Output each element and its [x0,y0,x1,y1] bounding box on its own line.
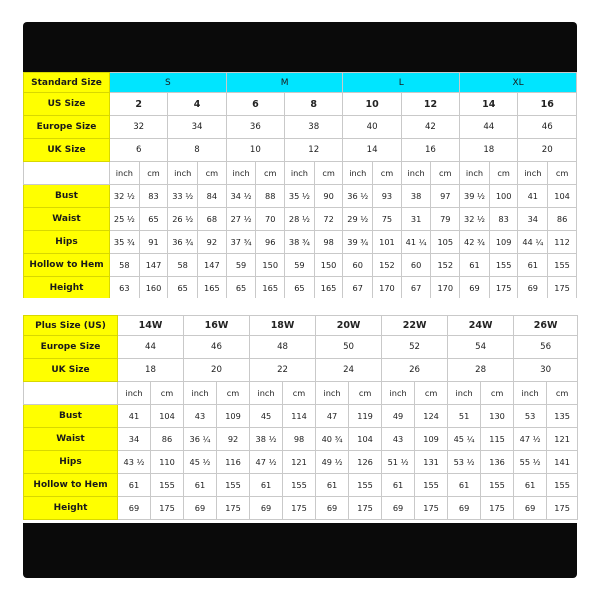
measurement-cell: 39 ½ [460,185,490,208]
unit-cell: cm [198,162,227,185]
table-row [24,93,577,116]
measurement-cell: 98 [314,231,343,254]
row-label: Plus Size (US) [24,316,118,336]
unit-cell: inch [382,382,415,405]
measurement-cell: 175 [489,277,518,300]
measurement-cell: 35 ½ [285,185,315,208]
unit-cell: cm [481,382,514,405]
measurement-cell: 104 [349,428,382,451]
measurement-cell: 61 [514,474,547,497]
uk-size-cell: 28 [448,359,514,382]
measurement-cell: 92 [217,428,250,451]
europe-size-cell: 54 [448,336,514,359]
measurement-cell: 93 [373,185,402,208]
row-label: Hollow to Hem [24,474,118,497]
measurement-cell: 63 [110,277,140,300]
europe-size-cell: 32 [110,116,168,139]
europe-size-cell: 38 [285,116,343,139]
standard-size-table [23,72,577,300]
measurement-cell: 60 [343,254,373,277]
measurement-cell: 83 [139,185,168,208]
empty-cell [24,382,118,405]
uk-size-cell: 30 [514,359,578,382]
measurement-cell: 47 ½ [514,428,547,451]
measurement-cell: 38 [401,185,431,208]
measurement-cell: 175 [217,497,250,520]
row-label: Height [24,497,118,520]
measurement-cell: 69 [518,277,548,300]
measurement-cell: 109 [489,231,518,254]
measurement-cell: 126 [349,451,382,474]
measurement-cell: 34 ½ [226,185,256,208]
measurement-cell: 170 [431,277,460,300]
europe-size-cell: 46 [184,336,250,359]
measurement-cell: 65 [226,277,256,300]
measurement-cell: 165 [314,277,343,300]
uk-size-cell: 26 [382,359,448,382]
measurement-cell: 41 [518,185,548,208]
measurement-cell: 38 ½ [250,428,283,451]
unit-cell: inch [448,382,481,405]
unit-cell: inch [118,382,151,405]
measurement-cell: 131 [415,451,448,474]
measurement-cell: 155 [489,254,518,277]
plus-size-table [23,315,578,520]
measurement-cell: 39 ¾ [343,231,373,254]
measurement-cell: 104 [151,405,184,428]
unit-cell: cm [349,382,382,405]
measurement-cell: 84 [198,185,227,208]
measurement-cell: 109 [415,428,448,451]
measurement-cell: 155 [217,474,250,497]
us-size-cell: 16 [518,93,577,116]
row-label: Hips [24,451,118,474]
measurement-cell: 86 [151,428,184,451]
measurement-cell: 136 [481,451,514,474]
measurement-cell: 41 [118,405,151,428]
unit-cell: inch [401,162,431,185]
measurement-cell: 130 [481,405,514,428]
measurement-cell: 36 ¼ [184,428,217,451]
measurement-cell: 79 [431,208,460,231]
measurement-cell: 96 [256,231,285,254]
measurement-cell: 152 [373,254,402,277]
measurement-cell: 175 [481,497,514,520]
table-row [24,254,577,277]
europe-size-cell: 56 [514,336,578,359]
unit-cell: inch [184,382,217,405]
measurement-cell: 26 ½ [168,208,198,231]
us-size-cell: 12 [401,93,459,116]
measurement-cell: 32 ½ [110,185,140,208]
measurement-cell: 98 [283,428,316,451]
measurement-cell: 51 ½ [382,451,415,474]
measurement-cell: 121 [283,451,316,474]
measurement-cell: 61 [448,474,481,497]
europe-size-cell: 44 [460,116,518,139]
measurement-cell: 42 ¾ [460,231,490,254]
measurement-cell: 27 ½ [226,208,256,231]
measurement-cell: 36 ¾ [168,231,198,254]
measurement-cell: 104 [548,185,577,208]
europe-size-cell: 46 [518,116,577,139]
measurement-cell: 110 [151,451,184,474]
europe-size-cell: 40 [343,116,401,139]
measurement-cell: 72 [314,208,343,231]
measurement-cell: 65 [139,208,168,231]
unit-cell: cm [547,382,578,405]
measurement-cell: 75 [373,208,402,231]
measurement-cell: 155 [481,474,514,497]
europe-size-cell: 44 [118,336,184,359]
measurement-cell: 119 [349,405,382,428]
measurement-cell: 150 [256,254,285,277]
measurement-cell: 69 [118,497,151,520]
plus-size-cell: 24W [448,316,514,336]
us-size-cell: 10 [343,93,401,116]
measurement-cell: 49 [382,405,415,428]
measurement-cell: 175 [415,497,448,520]
uk-size-cell: 18 [460,139,518,162]
row-label: UK Size [24,139,110,162]
row-label: Hollow to Hem [24,254,110,277]
unit-cell: cm [217,382,250,405]
us-size-cell: 4 [168,93,226,116]
measurement-cell: 58 [110,254,140,277]
unit-cell: cm [548,162,577,185]
measurement-cell: 60 [401,254,431,277]
measurement-cell: 53 ½ [448,451,481,474]
table-row [24,382,578,405]
measurement-cell: 51 [448,405,481,428]
row-label: Hips [24,231,110,254]
us-size-cell: 2 [110,93,168,116]
measurement-cell: 105 [431,231,460,254]
measurement-cell: 35 ¾ [110,231,140,254]
row-label: US Size [24,93,110,116]
measurement-cell: 43 ½ [118,451,151,474]
unit-cell: cm [256,162,285,185]
uk-size-cell: 20 [184,359,250,382]
measurement-cell: 44 ¼ [518,231,548,254]
measurement-cell: 33 ½ [168,185,198,208]
unit-cell: cm [373,162,402,185]
measurement-cell: 67 [343,277,373,300]
measurement-cell: 88 [256,185,285,208]
uk-size-cell: 18 [118,359,184,382]
measurement-cell: 155 [151,474,184,497]
uk-size-cell: 22 [250,359,316,382]
measurement-cell: 69 [184,497,217,520]
europe-size-cell: 42 [401,116,459,139]
measurement-cell: 155 [415,474,448,497]
table-row [24,162,577,185]
measurement-cell: 155 [283,474,316,497]
measurement-cell: 135 [547,405,578,428]
europe-size-cell: 36 [226,116,284,139]
unit-cell: inch [250,382,283,405]
uk-size-cell: 14 [343,139,401,162]
measurement-cell: 58 [168,254,198,277]
measurement-cell: 69 [460,277,490,300]
measurement-cell: 150 [314,254,343,277]
unit-cell: cm [415,382,448,405]
table-row [24,405,578,428]
measurement-cell: 31 [401,208,431,231]
measurement-cell: 165 [198,277,227,300]
measurement-cell: 115 [481,428,514,451]
unit-cell: inch [168,162,198,185]
unit-cell: inch [518,162,548,185]
table-row [24,336,578,359]
measurement-cell: 61 [250,474,283,497]
measurement-cell: 155 [349,474,382,497]
unit-cell: inch [460,162,490,185]
row-label: UK Size [24,359,118,382]
empty-cell [24,162,110,185]
measurement-cell: 34 [118,428,151,451]
measurement-cell: 175 [548,277,577,300]
measurement-cell: 47 [316,405,349,428]
measurement-cell: 69 [448,497,481,520]
measurement-cell: 37 ¾ [226,231,256,254]
measurement-cell: 101 [373,231,402,254]
table-row [24,474,578,497]
uk-size-cell: 6 [110,139,168,162]
table-row [24,231,577,254]
measurement-cell: 41 ¼ [401,231,431,254]
uk-size-cell: 8 [168,139,226,162]
table-row [24,497,578,520]
table-row [24,451,578,474]
unit-cell: inch [343,162,373,185]
measurement-cell: 59 [226,254,256,277]
unit-cell: cm [314,162,343,185]
measurement-cell: 67 [401,277,431,300]
measurement-cell: 160 [139,277,168,300]
row-label: Waist [24,428,118,451]
measurement-cell: 175 [349,497,382,520]
unit-cell: cm [139,162,168,185]
uk-size-cell: 16 [401,139,459,162]
measurement-cell: 155 [547,474,578,497]
measurement-cell: 25 ½ [110,208,140,231]
measurement-cell: 109 [217,405,250,428]
measurement-cell: 32 ½ [460,208,490,231]
unit-cell: cm [431,162,460,185]
uk-size-cell: 24 [316,359,382,382]
europe-size-cell: 34 [168,116,226,139]
measurement-cell: 83 [489,208,518,231]
measurement-cell: 36 ½ [343,185,373,208]
row-label: Standard Size [24,73,110,93]
measurement-cell: 47 ½ [250,451,283,474]
unit-cell: cm [489,162,518,185]
measurement-cell: 61 [382,474,415,497]
table-row [24,277,577,300]
measurement-cell: 114 [283,405,316,428]
measurement-cell: 65 [168,277,198,300]
measurement-cell: 100 [489,185,518,208]
measurement-cell: 61 [316,474,349,497]
measurement-cell: 175 [547,497,578,520]
plus-size-cell: 16W [184,316,250,336]
unit-cell: inch [110,162,140,185]
measurement-cell: 141 [547,451,578,474]
row-label: Bust [24,185,110,208]
measurement-cell: 91 [139,231,168,254]
unit-cell: cm [151,382,184,405]
measurement-cell: 61 [118,474,151,497]
size-group-l: L [343,73,460,93]
table-row [24,116,577,139]
measurement-cell: 175 [283,497,316,520]
measurement-cell: 97 [431,185,460,208]
us-size-cell: 14 [460,93,518,116]
measurement-cell: 147 [198,254,227,277]
measurement-cell: 59 [285,254,315,277]
uk-size-cell: 20 [518,139,577,162]
measurement-cell: 61 [460,254,490,277]
us-size-cell: 6 [226,93,284,116]
size-chart [23,72,577,523]
measurement-cell: 43 [382,428,415,451]
measurement-cell: 28 ½ [285,208,315,231]
measurement-cell: 65 [285,277,315,300]
measurement-cell: 45 ½ [184,451,217,474]
measurement-cell: 61 [184,474,217,497]
table-row [24,316,578,336]
table-divider [23,298,577,312]
size-group-s: S [110,73,227,93]
measurement-cell: 53 [514,405,547,428]
size-group-xl: XL [460,73,577,93]
plus-size-cell: 18W [250,316,316,336]
measurement-cell: 124 [415,405,448,428]
measurement-cell: 69 [382,497,415,520]
measurement-cell: 69 [316,497,349,520]
plus-size-cell: 14W [118,316,184,336]
measurement-cell: 170 [373,277,402,300]
measurement-cell: 152 [431,254,460,277]
measurement-cell: 34 [518,208,548,231]
table-row [24,359,578,382]
table-row [24,428,578,451]
row-label: Europe Size [24,336,118,359]
unit-cell: inch [226,162,256,185]
unit-cell: inch [285,162,315,185]
table-row [24,139,577,162]
measurement-cell: 45 ¼ [448,428,481,451]
measurement-cell: 121 [547,428,578,451]
measurement-cell: 29 ½ [343,208,373,231]
table-row [24,73,577,93]
measurement-cell: 45 [250,405,283,428]
europe-size-cell: 48 [250,336,316,359]
measurement-cell: 69 [514,497,547,520]
row-label: Europe Size [24,116,110,139]
measurement-cell: 165 [256,277,285,300]
measurement-cell: 43 [184,405,217,428]
size-group-m: M [226,73,343,93]
measurement-cell: 112 [548,231,577,254]
unit-cell: inch [316,382,349,405]
measurement-cell: 92 [198,231,227,254]
measurement-cell: 61 [518,254,548,277]
measurement-cell: 68 [198,208,227,231]
europe-size-cell: 50 [316,336,382,359]
measurement-cell: 40 ¾ [316,428,349,451]
measurement-cell: 86 [548,208,577,231]
unit-cell: inch [514,382,547,405]
unit-cell: cm [283,382,316,405]
table-row [24,208,577,231]
plus-size-cell: 20W [316,316,382,336]
measurement-cell: 147 [139,254,168,277]
row-label: Height [24,277,110,300]
measurement-cell: 90 [314,185,343,208]
uk-size-cell: 12 [285,139,343,162]
measurement-cell: 55 ½ [514,451,547,474]
row-label: Bust [24,405,118,428]
table-row [24,185,577,208]
plus-size-cell: 22W [382,316,448,336]
measurement-cell: 49 ½ [316,451,349,474]
measurement-cell: 155 [548,254,577,277]
measurement-cell: 175 [151,497,184,520]
plus-size-cell: 26W [514,316,578,336]
uk-size-cell: 10 [226,139,284,162]
us-size-cell: 8 [285,93,343,116]
row-label: Waist [24,208,110,231]
measurement-cell: 38 ¾ [285,231,315,254]
measurement-cell: 70 [256,208,285,231]
measurement-cell: 116 [217,451,250,474]
measurement-cell: 69 [250,497,283,520]
europe-size-cell: 52 [382,336,448,359]
